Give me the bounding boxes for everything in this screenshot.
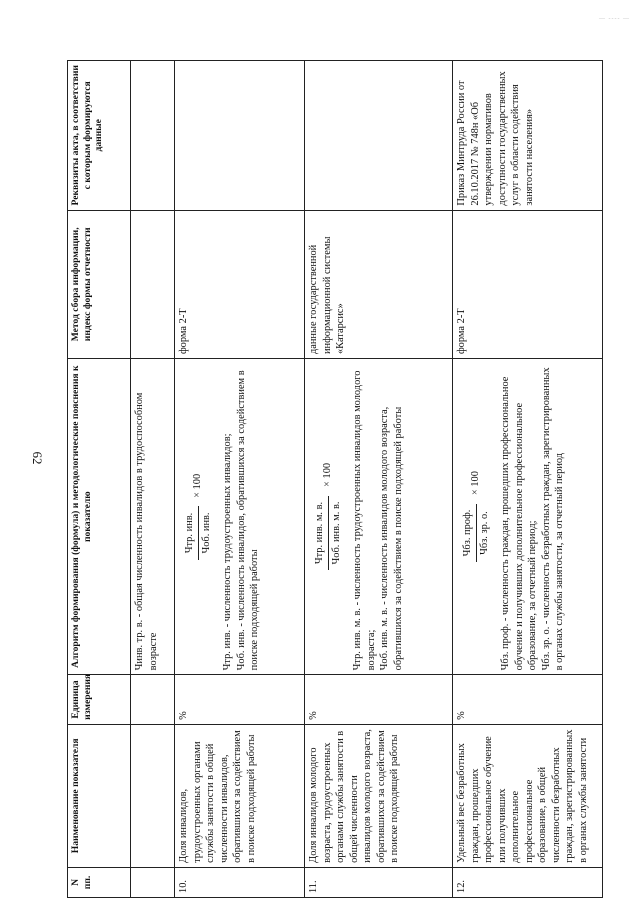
formula-fraction — [461, 504, 491, 563]
cell-unit: % — [453, 675, 603, 724]
formula-explanation: Чбз. проф. - численность граждан, прошедших профессиональное обучение и получивших дополнительное профессиональное образование, за отчетный период; — [500, 376, 539, 671]
formula-numerator: Чтр. инв. м. в. — [313, 496, 329, 571]
formula-numerator: Чбз. проф. — [461, 504, 477, 563]
header-number: N пп. — [68, 867, 131, 897]
cell-number: 11. — [305, 867, 453, 897]
formula-denominator: Чбз. зр. о. — [478, 511, 490, 555]
table-row-continuation — [131, 61, 175, 898]
cell-method: форма 2-Т — [453, 210, 603, 358]
formula-fraction — [183, 506, 213, 559]
table-row — [453, 61, 603, 898]
page-number: 62 — [30, 451, 45, 465]
cell-algorithm — [305, 359, 453, 675]
formula-explanation: Чоб. инв. м. в. - численность инвалидов молодого возраста, обратившихся за содействием в поиске подходящей работы — [379, 406, 404, 671]
cell-method: данные государственной информационной системы «Катарсис» — [305, 210, 453, 358]
cell-act: Приказ Минтруда России от 26.10.2017 № 748н «Об утверждении нормативов доступности государственных услуг в области содействия занятости населения» — [453, 61, 603, 211]
formula-multiplier: × 100 — [322, 462, 334, 487]
cell-indicator-name: Доля инвалидов, трудоустроенных органами службы занятости в общей численности инвалидов, обратившихся за содействием в поиске подходящей работы — [175, 724, 305, 867]
cell-act — [175, 61, 305, 211]
cell-indicator-name: Доля инвалидов молодого возраста, трудоустроенных органами службы занятости в общей численности инвалидов молодого возраста, обратившихся за содействием в поиске подходящей работы — [305, 724, 453, 867]
cell-algorithm — [453, 359, 603, 675]
cell-act — [305, 61, 453, 211]
header-unit: Единица измерения — [68, 675, 131, 724]
formula — [307, 363, 351, 670]
cell-unit: % — [175, 675, 305, 724]
table-row — [175, 61, 305, 898]
cell-number: 12. — [453, 867, 603, 897]
header-indicator-name: Наименование показателя — [68, 724, 131, 867]
table-row — [305, 61, 453, 898]
scan-mark: — ‐‐‐‐ — — [599, 16, 630, 22]
formula-multiplier: × 100 — [470, 471, 482, 496]
formula-denominator: Чоб. инв. м. в. — [330, 501, 342, 565]
indicators-table — [67, 60, 603, 898]
cell-indicator-name: Удельный вес безработных граждан, прошедших профессиональное обучение или получивших дополнительное профессиональное образование, в общей численности безработных граждан, зарегистрированных в органах службы занятости — [453, 724, 603, 867]
header-algorithm: Алгоритм формирования (формула) и методологические пояснения к показателю — [68, 359, 131, 675]
formula — [455, 363, 499, 670]
header-act: Реквизиты акта, в соответствии с которым формируются данные — [68, 61, 131, 211]
formula-explanation: Чтр. инв. - численность трудоустроенных инвалидов; — [222, 433, 234, 671]
formula — [177, 363, 221, 670]
cell-algorithm-continuation: Чинв. тр. в. - общая численность инвалидов в трудоспособном возрасте — [131, 359, 175, 675]
formula-multiplier: × 100 — [192, 473, 204, 498]
cell-empty — [131, 675, 175, 724]
formula-explanation: Чоб. инв. - численность инвалидов, обратившихся за содействием в поиске подходящей работы — [235, 370, 261, 671]
formula-numerator: Чтр. инв. — [183, 506, 199, 559]
header-method: Метод сбора информации, индекс формы отчетности — [68, 210, 131, 358]
table-header-row — [68, 61, 131, 898]
cell-empty — [131, 867, 175, 897]
cell-empty — [131, 210, 175, 358]
cell-number: 10. — [175, 867, 305, 897]
cell-empty — [131, 724, 175, 867]
rotated-table-container — [67, 60, 610, 898]
formula-explanation: Чтр. инв. м. в. - численность трудоустроенных инвалидов молодого возраста; — [352, 370, 377, 671]
formula-explanation: Чбз. зр. о. - численность безработных граждан, зарегистрированных в органах службы занятости, за отчетный период — [540, 367, 566, 671]
formula-fraction — [313, 496, 343, 571]
cell-unit: % — [305, 675, 453, 724]
cell-empty — [131, 61, 175, 211]
cell-method: форма 2-Т — [175, 210, 305, 358]
formula-denominator: Чоб. инв. — [200, 512, 212, 554]
cell-algorithm — [175, 359, 305, 675]
